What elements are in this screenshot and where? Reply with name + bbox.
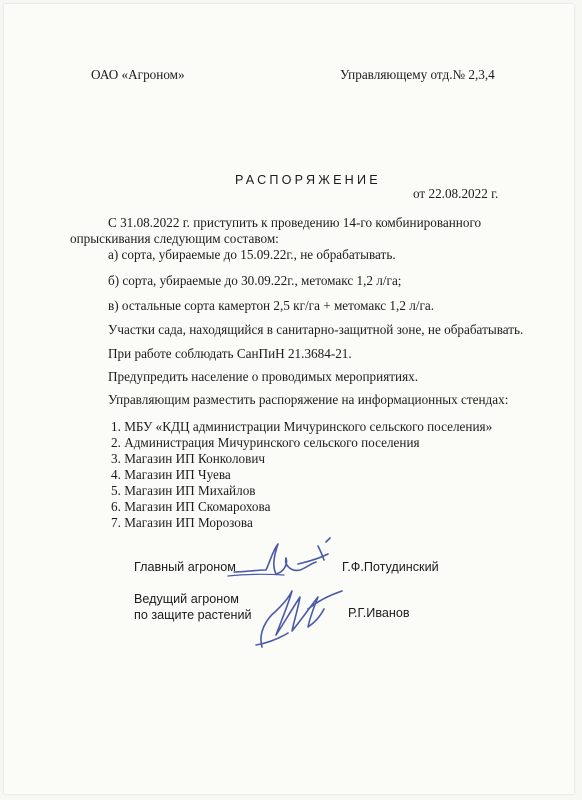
list-item: 7. Магазин ИП Морозова: [111, 515, 253, 530]
intro-line-2: опрыскивания следующим составом:: [70, 231, 279, 246]
chief-agronomist-name: Г.Ф.Потудинский: [342, 560, 439, 574]
organization-name: ОАО «Агроном»: [91, 67, 185, 82]
chief-signature: [226, 534, 338, 582]
paragraph-stands: Управляющим разместить распоряжение на информационных стендах:: [108, 392, 509, 407]
item-b: б) сорта, убираемые до 30.09.22г., метомакс 1,2 л/га;: [108, 273, 402, 288]
recipient: Управляющему отд.№ 2,3,4: [340, 67, 495, 82]
chief-agronomist-title: Главный агроном: [134, 560, 236, 574]
document-title: РАСПОРЯЖЕНИЕ: [235, 173, 381, 187]
list-item: 4. Магазин ИП Чуева: [111, 467, 231, 482]
item-a: а) сорта, убираемые до 15.09.22г., не обрабатывать.: [108, 247, 396, 262]
item-c: в) остальные сорта камертон 2,5 кг/га + метомакс 1,2 л/га.: [108, 298, 435, 313]
lead-agronomist-title-line-1: Ведущий агроном: [134, 592, 239, 606]
list-item: 3. Магазин ИП Конколович: [111, 451, 266, 466]
lead-signature: [248, 579, 348, 651]
list-item: 6. Магазин ИП Скомарохова: [111, 499, 271, 514]
paragraph-sanitary-zone: Участки сада, находящийся в санитарно-защитной зоне, не обрабатывать.: [108, 322, 524, 337]
list-item: 1. МБУ «КДЦ администрации Мичуринского сельского поселения»: [111, 419, 493, 434]
list-item: 2. Администрация Мичуринского сельского поселения: [111, 435, 420, 450]
paragraph-warn-population: Предупредить население о проводимых мероприятиях.: [108, 369, 419, 384]
paragraph-sanpin: При работе соблюдать СанПиН 21.3684-21.: [108, 346, 352, 361]
intro-line-1: С 31.08.2022 г. приступить к проведению 14-го комбинированного: [108, 215, 482, 230]
list-item: 5. Магазин ИП Михайлов: [111, 483, 256, 498]
lead-agronomist-title-line-2: по защите растений: [134, 608, 252, 622]
lead-agronomist-name: Р.Г.Иванов: [348, 606, 410, 620]
document-page: [4, 4, 574, 794]
document-date: от 22.08.2022 г.: [413, 186, 499, 201]
